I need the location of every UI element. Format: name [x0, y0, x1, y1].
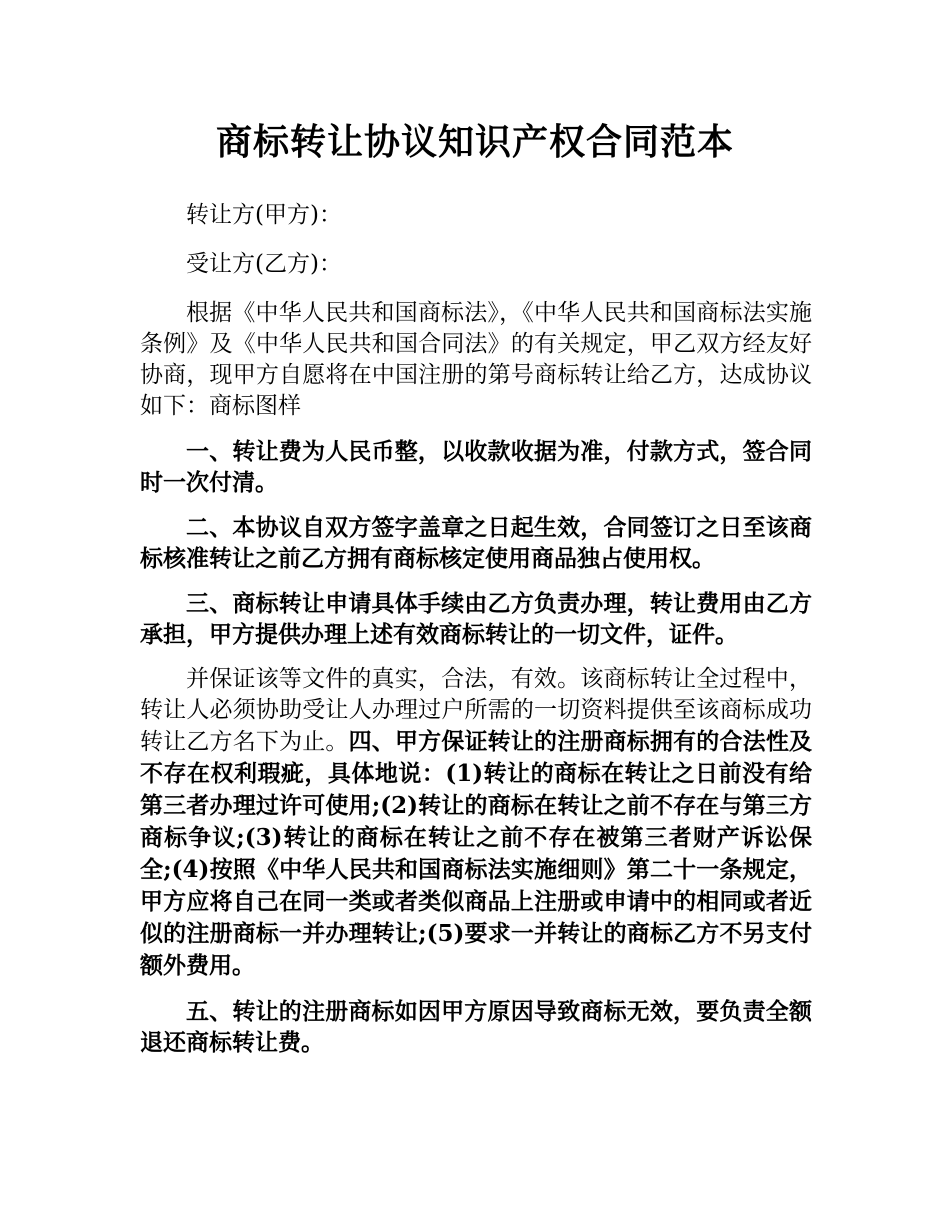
guarantee-text: 并保证该等文件的真实，合法，有效。该商标转让全过程中，转让人必须协助受让人办理过户所需的一切资料提供至该商标成功转让乙方名下为止。 — [140, 666, 812, 755]
clause-2: 二、本协议自双方签字盖章之日起生效，合同签订之日至该商标核准转让之前乙方拥有商标核定使用商品独占使用权。 — [140, 514, 812, 572]
clause-4: 四、甲方保证转让的注册商标拥有的合法性及不存在权利瑕疵，具体地说：(1)转让的商标在转让之日前没有给第三者办理过许可使用;(2)转让的商标在转让之前不存在与第三方商标争议;(3)转让的商标在转让之前不存在被第三者财产诉讼保全;(4)按照《中华人民共和国商标法实施细则》第二十一条规定，甲方应将自己在同一类或者类似商品上注册或申请中的相同或者近似的注册商标一并办理转让;(5)要求一并转让的商标乙方不另支付额外费用。 — [140, 728, 813, 979]
document-body — [140, 200, 812, 1072]
guarantee-paragraph — [140, 664, 812, 982]
party-a-line: 转让方(甲方)： — [186, 202, 342, 228]
preamble-paragraph: 根据《中华人民共和国商标法》，《中华人民共和国商标法实施条例》及《中华人民共和国合同法》的有关规定，甲乙双方经友好协商，现甲方自愿将在中国注册的第号商标转让给乙方，达成协议如下：商标图样 — [140, 300, 812, 419]
clause-5: 五、转让的注册商标如因甲方原因导致商标无效，要负责全额退还商标转让费。 — [140, 998, 812, 1056]
party-b-line: 受让方(乙方)： — [186, 251, 342, 277]
document-title: 商标转让协议知识产权合同范本 — [215, 121, 734, 163]
clause-1: 一、转让费为人民币整，以收款收据为准，付款方式，签合同时一次付清。 — [140, 438, 812, 496]
clause-3: 三、商标转让申请具体手续由乙方负责办理，转让费用由乙方承担，甲方提供办理上述有效商标转让的一切文件，证件。 — [140, 590, 812, 648]
